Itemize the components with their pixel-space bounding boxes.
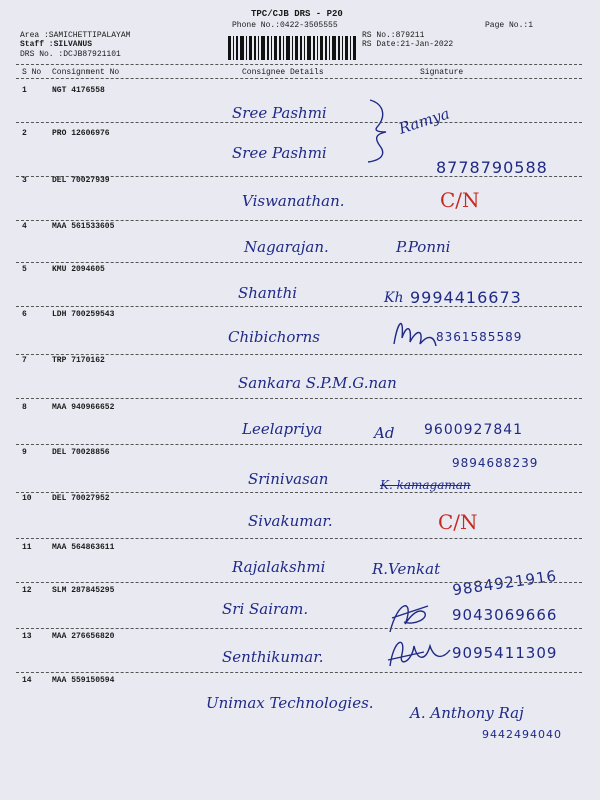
row-sno: 4 xyxy=(22,222,27,231)
page-number: Page No.:1 xyxy=(485,21,534,30)
row-sno: 7 xyxy=(22,356,27,365)
row-consignment: MAA 940966652 xyxy=(52,403,115,412)
signature-scribble xyxy=(390,314,440,354)
row-sno: 11 xyxy=(22,543,32,552)
row-signature: P.Ponni xyxy=(396,238,451,256)
page-title: TPC/CJB DRS - P20 xyxy=(251,9,343,19)
row-consignee-name: Sree Pashmi xyxy=(232,104,327,122)
row-phone: 8361585589 xyxy=(436,330,523,344)
row-consignment: MAA 564863611 xyxy=(52,543,115,552)
row-consignment: MAA 276656820 xyxy=(52,632,115,641)
phone-number: Phone No.:0422-3505555 xyxy=(232,21,338,30)
signature-scribble xyxy=(384,632,454,674)
col-signature: Signature xyxy=(420,68,464,77)
row-phone: 9994416673 xyxy=(410,288,522,307)
row-divider xyxy=(16,672,582,673)
row-signature: C/N xyxy=(438,510,478,534)
header-rule-bottom xyxy=(16,78,582,79)
row-signature: K. kamagaman xyxy=(380,478,471,492)
row-sno: 6 xyxy=(22,310,27,319)
row-sno: 14 xyxy=(22,676,32,685)
row-consignee-name: Shanthi xyxy=(238,284,298,302)
row-phone: 9600927841 xyxy=(424,422,524,438)
row-consignee-name: Sankara S.P.M.G.nan xyxy=(238,374,397,392)
row-consignee-name: Chibichorns xyxy=(228,328,320,346)
row-consignment: DEL 70028856 xyxy=(52,448,110,457)
row-divider xyxy=(16,538,582,539)
row-sno: 3 xyxy=(22,176,27,185)
row-signature: Ad xyxy=(374,424,395,442)
row-consignee-name: Senthikumar. xyxy=(222,648,324,666)
row-consignment: KMU 2094605 xyxy=(52,265,105,274)
row-divider xyxy=(16,628,582,629)
row-consignment: NGT 4176558 xyxy=(52,86,105,95)
row-consignee-name: Sri Sairam. xyxy=(222,600,309,618)
area-label: Area :SAMICHETTIPALAYAM xyxy=(20,31,131,40)
col-consignment: Consignment No xyxy=(52,68,120,77)
col-sno: S No xyxy=(22,68,42,77)
row-divider xyxy=(16,444,582,445)
row-phone: 9894688239 xyxy=(452,456,539,470)
row-consignee-name: Sivakumar. xyxy=(248,512,333,530)
row-consignment: LDH 700259543 xyxy=(52,310,115,319)
row-phone: 9884921916 xyxy=(451,566,559,600)
row-sno: 13 xyxy=(22,632,32,641)
row-phone: 8778790588 xyxy=(436,158,548,177)
row-divider xyxy=(16,306,582,307)
brace-mark xyxy=(364,96,398,166)
row-sno: 5 xyxy=(22,265,27,274)
row-consignment: TRP 7170162 xyxy=(52,356,105,365)
row-sno: 12 xyxy=(22,586,32,595)
row-divider xyxy=(16,398,582,399)
row-consignee-name: Leelapriya xyxy=(242,420,323,438)
row-consignment: DEL 70027939 xyxy=(52,176,110,185)
row-divider xyxy=(16,354,582,355)
row-consignment: MAA 559150594 xyxy=(52,676,115,685)
header-rule-top xyxy=(16,64,582,65)
row-signature: Kh xyxy=(384,290,404,306)
row-phone: 9442494040 xyxy=(482,728,562,741)
barcode xyxy=(228,36,356,60)
row-consignee-name: Viswanathan. xyxy=(242,192,345,210)
row-signature: Ramya xyxy=(396,104,452,138)
row-consignment: SLM 287845295 xyxy=(52,586,115,595)
row-consignment: DEL 70027952 xyxy=(52,494,110,503)
row-divider xyxy=(16,122,582,123)
row-phone: 9095411309 xyxy=(452,644,558,662)
row-divider xyxy=(16,582,582,583)
drs-number: DRS No. :DCJB87921101 xyxy=(20,50,121,59)
row-consignee-name: Sree Pashmi xyxy=(232,144,327,162)
rs-number: RS No.:879211 xyxy=(362,31,425,40)
row-consignee-name: Unimax Technologies. xyxy=(206,694,374,712)
row-divider xyxy=(16,492,582,493)
row-signature: A. Anthony Raj xyxy=(410,704,524,722)
row-consignment: PRO 12606976 xyxy=(52,129,110,138)
row-consignee-name: Srinivasan xyxy=(248,470,329,488)
row-divider xyxy=(16,220,582,221)
row-sno: 1 xyxy=(22,86,27,95)
col-consignee: Consignee Details xyxy=(242,68,324,77)
row-sno: 9 xyxy=(22,448,27,457)
rs-date: RS Date:21-Jan-2022 xyxy=(362,40,454,49)
row-signature: R.Venkat xyxy=(372,560,441,578)
row-signature: C/N xyxy=(440,188,480,212)
row-phone: 9043069666 xyxy=(452,606,558,624)
row-consignee-name: Rajalakshmi xyxy=(232,558,326,576)
row-sno: 2 xyxy=(22,129,27,138)
row-sno: 10 xyxy=(22,494,32,503)
row-consignee-name: Nagarajan. xyxy=(244,238,329,256)
staff-label: Staff :SILVANUS xyxy=(20,40,93,49)
row-divider xyxy=(16,262,582,263)
row-consignment: MAA 561533605 xyxy=(52,222,115,231)
row-sno: 8 xyxy=(22,403,27,412)
